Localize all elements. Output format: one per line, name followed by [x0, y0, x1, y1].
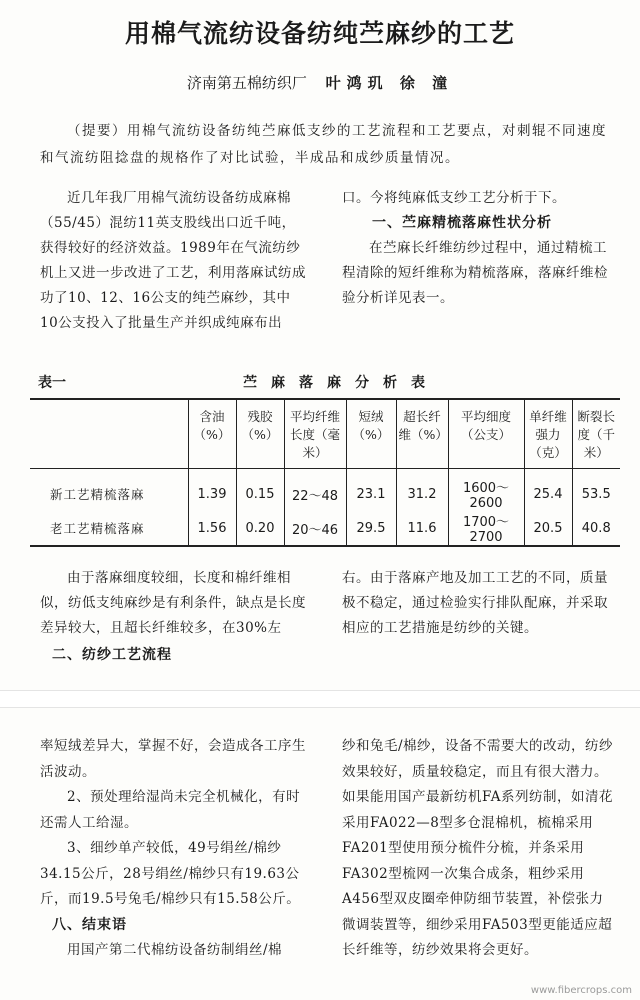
table-cell: 20.5 — [524, 511, 572, 546]
after-table-left-column — [40, 566, 308, 668]
conclusion-paragraph: 用国产第二代棉纺设备纺制绢丝/棉 — [67, 942, 283, 958]
table-cell: 23.1 — [346, 469, 396, 512]
conclusion-heading: 八、结束语 — [52, 916, 127, 933]
intro-left-column — [40, 186, 308, 336]
table-cell: 29.5 — [346, 511, 396, 546]
lower-paragraph: 率短绒差异大，掌握不好，会造成各工序生活波动。 — [40, 738, 306, 780]
fiber-analysis-table — [30, 398, 620, 547]
header-overlength: 超长纤维（%） — [396, 399, 448, 469]
conclusion-continuation: 纱和兔毛/棉纱，设备不需要大的改动，纺纱效果较好，质量较稳定，而且有很大潜力。如果能用国产最新纺机FA系列纺制，如清花采用FA022—8型多仓混棉机，梳棉采用FA201型使用预分梳件分梳，并条采用FA302型梳网一次集合成条，粗纱采用A456型双皮圈牵伸防细节装置，补偿张力微调装置等，细纱采用FA503型更能适应超长纤维等，纺纱效果将会更好。 — [342, 738, 614, 958]
lower-right-column — [342, 734, 616, 964]
lower-paragraph: 2、预处理给湿尚未完全机械化，有时还需人工给湿。 — [40, 789, 301, 831]
byline — [0, 72, 640, 93]
paper-title: 用棉气流纺设备纺纯苎麻纱的工艺 — [124, 19, 515, 48]
row-label: 新工艺精梳落麻 — [50, 487, 145, 502]
affiliation: 济南第五棉纺织厂 — [186, 74, 307, 92]
table-cell: 0.20 — [236, 511, 284, 546]
table-cell: 22～48 — [284, 469, 346, 512]
header-gum: 残胶（%） — [236, 399, 284, 469]
table-title: 苎麻落麻分析表 — [243, 375, 439, 391]
header-fineness: 平均细度（公支） — [448, 399, 524, 469]
page-break-gap — [0, 690, 640, 708]
section2-heading: 二、纺纱工艺流程 — [52, 647, 172, 663]
table-cell: 40.8 — [572, 511, 620, 546]
intro-paragraph: 近几年我厂用棉气流纺设备纺成麻棉（55/45）混纺11英支股线出口近千吨，获得较好的经济效益。1989年在气流纺纱机上又进一步改进了工艺，利用落麻试纺成功了10、12、16公支的纯苎麻纱，其中10公支投入了批量生产并织成纯麻布出 — [40, 190, 306, 331]
authors: 叶鸿玑 徐 潼 — [325, 74, 454, 92]
table-cell: 20～46 — [284, 511, 346, 546]
site-watermark: www.fibercrops.com — [530, 985, 632, 996]
table-label: 表一 — [38, 375, 66, 391]
table-cell: 11.6 — [396, 511, 448, 546]
header-short-fiber: 短绒（%） — [346, 399, 396, 469]
table-row — [30, 511, 620, 546]
lower-left-column — [40, 734, 308, 964]
table-cell: 1.39 — [188, 469, 236, 512]
section1-paragraph: 在苎麻长纤维纺纱过程中，通过精梳工程清除的短纤维称为精梳落麻，落麻纤维检验分析详见表一。 — [342, 240, 608, 306]
row-label: 老工艺精梳落麻 — [30, 511, 188, 546]
abstract: （提要）用棉气流纺设备纺纯苎麻低支纱的工艺流程和工艺要点，对刺辊不同速度和气流纺阻捻盘的规格作了对比试验，半成品和成纱质量情况。 — [40, 123, 607, 166]
table-cell: 53.5 — [572, 469, 620, 512]
table-cell: 25.4 — [524, 469, 572, 512]
table-cell: 1700～2700 — [448, 511, 524, 546]
header-blank — [30, 399, 188, 469]
table-header-row — [30, 399, 620, 469]
table-cell: 1.56 — [188, 511, 236, 546]
section1-heading: 一、苎麻精梳落麻性状分析 — [372, 215, 552, 231]
header-breaking-length: 断裂长度（千米） — [572, 399, 620, 469]
lower-paragraph: 3、细纱单产较低，49号绢丝/棉纱34.15公斤，28号绢丝/棉纱只有19.63公斤，而19.5号兔毛/棉纱只有15.58公斤。 — [40, 840, 301, 907]
intro-continuation: 口。今将纯麻低支纱工艺分析于下。 — [342, 190, 566, 206]
after-table-continuation: 右。由于落麻产地及加工工艺的不同，质量极不稳定，通过检验实行排队配麻，并采取相应的工艺措施是纺纱的关键。 — [342, 570, 608, 636]
header-avg-length: 平均纤维长度（毫米） — [284, 399, 346, 469]
after-table-right-column — [342, 566, 614, 641]
table-row — [30, 469, 620, 512]
table-cell: 1600～2600 — [448, 469, 524, 512]
intro-right-column — [342, 186, 614, 311]
header-oil: 含油（%） — [188, 399, 236, 469]
header-strength: 单纤维强力（克） — [524, 399, 572, 469]
table-cell: 31.2 — [396, 469, 448, 512]
after-table-paragraph: 由于落麻细度较细，长度和棉纤维相似，纺低支纯麻纱是有利条件，缺点是长度差异较大，且超长纤维较多，在30%左 — [40, 570, 306, 636]
table-cell: 0.15 — [236, 469, 284, 512]
